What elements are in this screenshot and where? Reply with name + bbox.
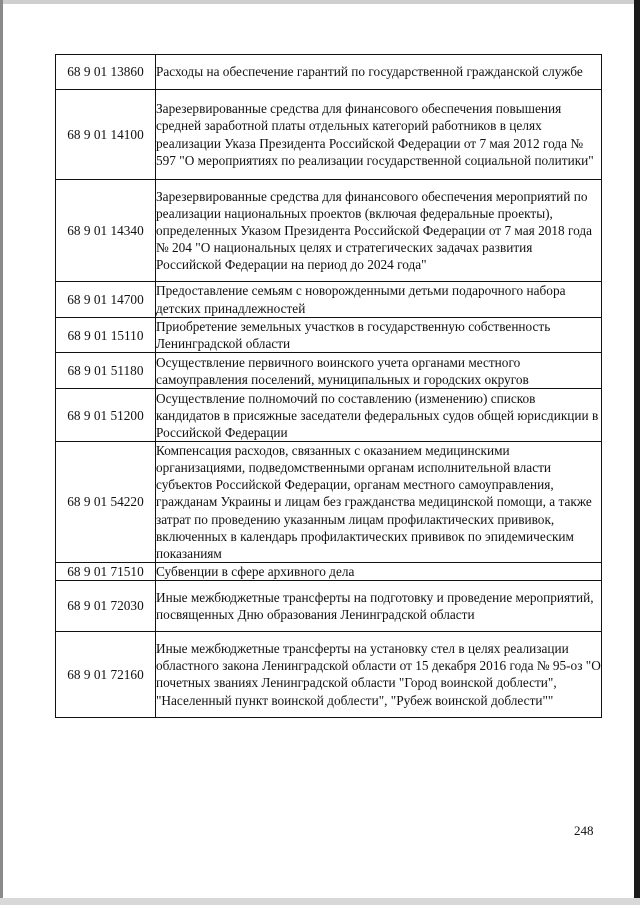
scan-left-edge [0,0,3,905]
row-description: Субвенции в сфере архивного дела [156,562,602,580]
scan-top-edge [0,0,640,4]
scan-bottom-edge [0,898,640,905]
row-description: Зарезервированные средства для финансового обеспечения мероприятий по реализации национальных проектов (включая федеральные проекты), определенных Указом Президента Российской Федерации от 7 мая 2018 года № 204 "О национальных целях и стратегических задачах развития Российской Федерации на период до 2024 года" [156,180,602,282]
row-code: 68 9 01 71510 [56,562,156,580]
scan-right-edge [634,0,640,905]
table-row [56,389,602,442]
table-row [56,442,602,563]
row-description: Компенсация расходов, связанных с оказанием медицинскими организациями, подведомственными органам исполнительной власти субъектов Российской Федерации, органам местного самоуправления, гражданам Украины и лицам без гражданства медицинской помощи, а также затрат по проведению указанным лицам профилактических прививок, включенных в календарь профилактических прививок по эпидемическим показаниям [156,442,602,563]
row-code: 68 9 01 14100 [56,90,156,180]
row-description: Осуществление полномочий по составлению (изменению) списков кандидатов в присяжные заседатели федеральных судов общей юрисдикции в Российской Федерации [156,389,602,442]
row-code: 68 9 01 14340 [56,180,156,282]
row-code: 68 9 01 72030 [56,580,156,631]
table-row [56,90,602,180]
table-row [56,55,602,90]
row-code: 68 9 01 51180 [56,353,156,389]
row-description: Иные межбюджетные трансферты на подготовку и проведение мероприятий, посвященных Дню образования Ленинградской области [156,580,602,631]
row-description: Расходы на обеспечение гарантий по государственной гражданской службе [156,55,602,90]
table-row [56,180,602,282]
row-description: Зарезервированные средства для финансового обеспечения повышения средней заработной платы отдельных категорий работников в целях реализации Указа Президента Российской Федерации от 7 мая 2012 года № 597 "О мероприятиях по реализации государственной социальной политики" [156,90,602,180]
budget-classification-table [55,54,602,718]
table-row [56,318,602,353]
row-code: 68 9 01 72160 [56,631,156,717]
row-code: 68 9 01 54220 [56,442,156,563]
row-description: Осуществление первичного воинского учета органами местного самоуправления поселений, муниципальных и городских округов [156,353,602,389]
row-code: 68 9 01 15110 [56,318,156,353]
row-code: 68 9 01 14700 [56,282,156,318]
table-row [56,353,602,389]
table-row [56,631,602,717]
row-code: 68 9 01 51200 [56,389,156,442]
row-description: Приобретение земельных участков в государственную собственность Ленинградской области [156,318,602,353]
table-row [56,580,602,631]
table-row [56,562,602,580]
table-row [56,282,602,318]
row-code: 68 9 01 13860 [56,55,156,90]
row-description: Иные межбюджетные трансферты на установку стел в целях реализации областного закона Ленинградской области от 15 декабря 2016 года № 95-оз "О почетных званиях Ленинградской области "Город воинской доблести", "Населенный пункт воинской доблести", "Рубеж воинской доблести"" [156,631,602,717]
row-description: Предоставление семьям с новорожденными детьми подарочного набора детских принадлежностей [156,282,602,318]
page-number: 248 [574,823,594,838]
